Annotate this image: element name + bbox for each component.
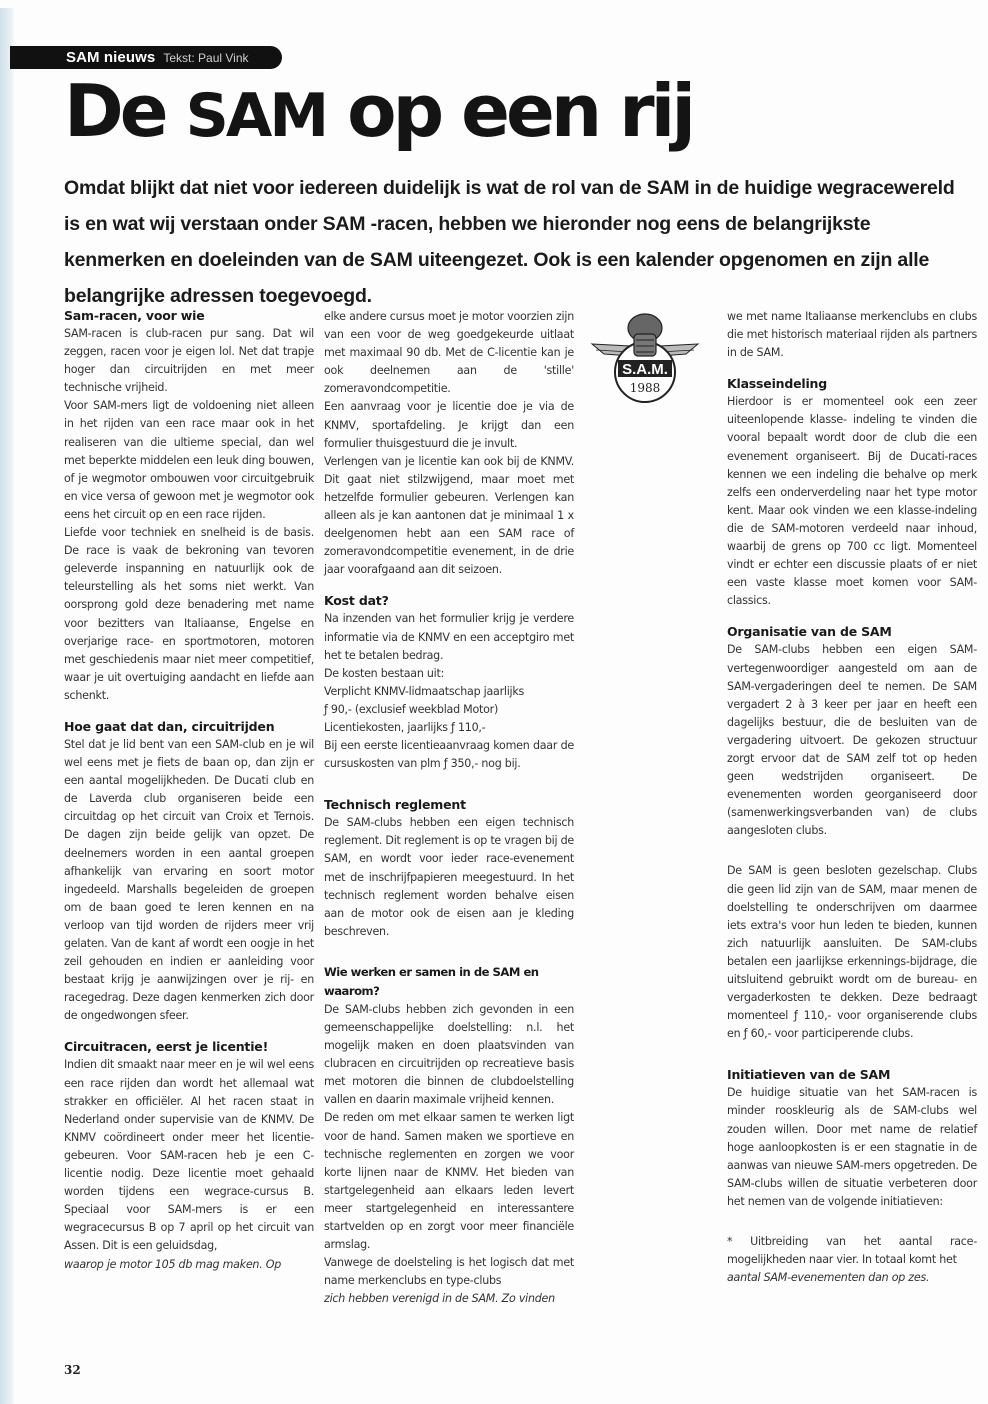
paragraph-italic [324, 1290, 574, 1308]
paragraph: Na inzenden van het formulier krijg je verdere informatie via de KNMV en een acceptgiro met het te betalen bedrag. [324, 612, 574, 662]
paragraph: De SAM-clubs hebben een eigen SAM-vertegenwoordiger aangesteld om aan de SAM-vergaderingen deel te nemen. De SAM vergadert 2 à 3 keer per jaar en heeft een dagelijks bestuur, die de besluiten van de vergadering uitvoert. De gekozen structuur zorgt ervoor dat de SAM zelf tot op heden geen wedstrijden organiseert. De evenementen worden georganiseerd door (samenwerkingsverbanden van) de clubs aangesloten clubs. [727, 643, 977, 838]
paragraph: we met name Italiaanse merkenclubs en clubs die met historisch materiaal rijden als partners in de SAM. [727, 310, 977, 360]
paragraph-italic [727, 1269, 977, 1287]
paragraph: Verlengen van je licentie kan ook bij de KNMV. Dit gaat niet stilzwijgend, maar moet met hetzelfde formulier gebeuren. Verlengen kan alleen als je kan aantonen dat je minimaal 1 x deelgenomen hebt aan een SAM race of zomeravondcompetitie evenement, in de drie jaar voorafgaand aan dit seizoen. [324, 454, 574, 577]
column-2 [324, 308, 574, 1309]
paragraph: De SAM-clubs hebben zich gevonden in een gemeenschappelijke doelstelling: n.l. het mogelijk maken en doen plaatsvinden van clubracen en circuitrijden op recreatieve basis met motoren die binnen de clubdoelstelling vallen en daarin maximale vrijheid kennen. [324, 1002, 574, 1107]
paragraph: Vanwege de doelsteling is het logisch dat met name merkenclubs en type-clubs [324, 1256, 574, 1288]
sam-winged-helmet-logo-icon [590, 306, 700, 406]
italic-text: waarop je motor 105 db mag maken. Op [64, 1257, 282, 1271]
article-intro: Omdat blijkt dat niet voor iedereen duidelijk is wat de rol van de SAM in de huidige wegracewereld is en wat wij verstaan onder SAM -racen, hebben we hieronder nog eens de belangrijkste kenmerken en doeleinden van de SAM uiteengezet. Ook is een kalender opgenomen en zijn alle belangrijke adressen toegevoegd. [64, 177, 955, 307]
paragraph: De huidige situatie van het SAM-racen is minder rooskleurig als de SAM-clubs wel zouden willen. Door met name de relatief hoge aanloopkosten is er een stagnatie in de aanwas van nieuwe SAM-mers opgetreden. De SAM-clubs willen de situatie verbeteren door het nemen van de volgende initiatieven: [727, 1086, 977, 1208]
section-heading: Klasseindeling [727, 376, 827, 392]
logo-year: 1988 [629, 381, 661, 395]
title-sam: SAM [185, 81, 327, 151]
paragraph: De SAM is geen besloten gezelschap. Clubs die geen lid zijn van de SAM, maar menen de doelstelling te onderschrijven om daarmee iets extra's voor hun leden te bieden, kunnen zich natuurlijk aansluiten. De SAM-clubs betalen een jaarlijkse erkennings-bijdrage, die uitsluitend gebruikt wordt om de bureau- en vergaderkosten te dekken. Deze bedraagt momenteel ƒ 110,- voor organiserende clubs en ƒ 60,- voor participerende clubs. [727, 864, 977, 1041]
paragraph: Een aanvraag voor je licentie doe je via de KNMV, sportafdeling. Je krijgt dan een formulier thuisgestuurd die je invult. [324, 400, 574, 450]
section-heading: Hoe gaat dat dan, circuitrijden [64, 718, 275, 734]
section-heading: Circuitracen, eerst je licentie! [64, 1039, 269, 1055]
title-part2: op een rij [326, 69, 693, 153]
paragraph: Voor SAM-mers ligt de voldoening niet alleen in het rijden van een race maar ook in het realiseren van die ultieme special, dan wel met beperkte middelen een leuk ding bouwen, of je wegmotor ombouwen voor circuitgebruik en vice versa of gewoon met je wegmotor ook eens het circuit op en een race rijden. [64, 399, 314, 521]
section-label: SAM nieuws [66, 49, 156, 66]
bullet-item: * Uitbreiding van het aantal race-mogelijkheden naar vier. In totaal komt het [727, 1235, 977, 1267]
italic-text: zich hebben verenigd in de SAM. Zo vinden [324, 1292, 555, 1306]
title-part1: De [64, 69, 186, 153]
paragraph: Liefde voor techniek en snelheid is de basis. De race is vaak de bekroning van tevoren geleverde inspanning en natuurlijk ook de teleurstelling als het soms niet werkt. Van oorsprong gold deze benadering met name voor bezitters van Italiaanse, Engelse en overjarige race- en sportmotoren, motoren met geschiedenis maar niet meer competitief, waar je uit overtuiging aandacht en liefde aan schenkt. [64, 526, 314, 702]
section-heading: Organisatie van de SAM [727, 624, 892, 640]
section-heading: Initiatieven van de SAM [727, 1067, 891, 1083]
paragraph: De reden om met elkaar samen te werken ligt voor de hand. Samen maken we sportieve en technische reglementen en zorgen we voor korte lijnen naar de KNMV. Het bieden van startgelegenheid aan elkaars leden levert meer startgelegenheid en interessantere startvelden op en zorgt voor meer financiële armslag. [324, 1111, 574, 1252]
paragraph: Stel dat je lid bent van een SAM-club en je wil wel eens met je fiets de baan op, dan zijn er een aantal mogelijkheden. De Ducati club en de Laverda club organiseren beide een circuitdag op het circuit van Croix et Ternois. De dagen zijn beide gelijk van opzet. De deelnemers worden in een aantal groepen afhankelijk van ervaring en soort motor ingedeeld. Marshalls begeleiden de groepen om de baan goed te leren kennen en na verloop van tijd worden de rijders meer vrij gelaten. Van de kant af wordt een oogje in het zeil gehouden en indien er aanleiding voor bestaat krijg je aanwijzingen over je rij- en racegedrag. Deze dagen kenmerken zich door de ongedwongen sfeer. [64, 737, 314, 1023]
paragraph: elke andere cursus moet je motor voorzien zijn van een voor de weg goedgekeurde uitlaat met maximaal 90 db. Met de C-licentie kan je ook deelnemen aan de 'stille' zomeravondcompetitie. [324, 310, 574, 396]
paragraph: De SAM-clubs hebben een eigen technisch reglement. Dit reglement is op te vragen bij de SAM, en wordt voor ieder race-evenement met de inschrijfpapieren meegestuurd. In het technisch reglement worden behalve eisen aan de motor ook de eisen aan je kleding beschreven. [324, 816, 574, 938]
author-credit: Tekst: Paul Vink [163, 50, 249, 65]
section-heading: Kost dat? [324, 593, 389, 609]
section-header-bar [10, 46, 282, 69]
cost-line: ƒ 90,- (exclusief weekblad Motor) [324, 702, 499, 716]
column-1 [64, 306, 314, 1274]
article-title [64, 70, 692, 153]
section-heading: Technisch reglement [324, 797, 466, 813]
section-heading: Wie werken er samen in de SAM en waarom? [324, 964, 539, 998]
italic-text: aantal SAM-evenementen dan op zes. [727, 1271, 930, 1285]
paragraph: Bij een eerste licentieaanvraag komen daar de cursuskosten van plm ƒ 350,- nog bij. [324, 739, 574, 771]
paragraph: SAM-racen is club-racen pur sang. Dat wil zeggen, racen voor je eigen lol. Net dat trapje hoger dan circuitrijden en met meer technische vrijheid. [64, 327, 314, 395]
page-number: 32 [64, 1363, 81, 1377]
section-heading: Sam-racen, voor wie [64, 308, 205, 323]
column-3 [727, 308, 977, 1287]
paragraph: De kosten bestaan uit: [324, 666, 445, 680]
page-edge-shadow [0, 8, 14, 1404]
cost-line: Verplicht KNMV-lidmaatschap jaarlijks [324, 684, 525, 698]
paragraph: Indien dit smaakt naar meer en je wil wel eens een race rijden dan wordt het allemaal wat strakker en officiëler. Al het racen staat in Nederland onder supervisie van de KNMV. De KNMV coördineert onder meer het licentie-gebeuren. Voor SAM-racen heb je een C-licentie nodig. Deze licentie moet gehaald worden tijdens een wegrace-cursus B. Speciaal voor SAM-mers is er een wegracecursus B op 7 april op het circuit van Assen. Dit is een geluidsdag, [64, 1058, 314, 1253]
paragraph-italic [64, 1256, 314, 1274]
sam-logo [590, 306, 700, 406]
logo-text: S.A.M. [622, 361, 668, 378]
paragraph: Hierdoor is er momenteel ook een zeer uiteenlopende klasse- indeling te vinden die vooral bepaalt wordt door de club die een evenement organiseert. Bij de Ducati-races kennen we een indeling die behalve op merk zelfs een onderverdeling naar het type motor kent. Maar ook vinden we een klasse-indeling die de SAM-motoren verdeeld naar inhoud, waarbij de grens op 700 cc ligt. Momenteel vindt er echter een discussie plaats of er niet een vaste klasse moet komen voor SAM-classics. [727, 395, 977, 608]
cost-line: Licentiekosten, jaarlijks ƒ 110,- [324, 720, 486, 734]
